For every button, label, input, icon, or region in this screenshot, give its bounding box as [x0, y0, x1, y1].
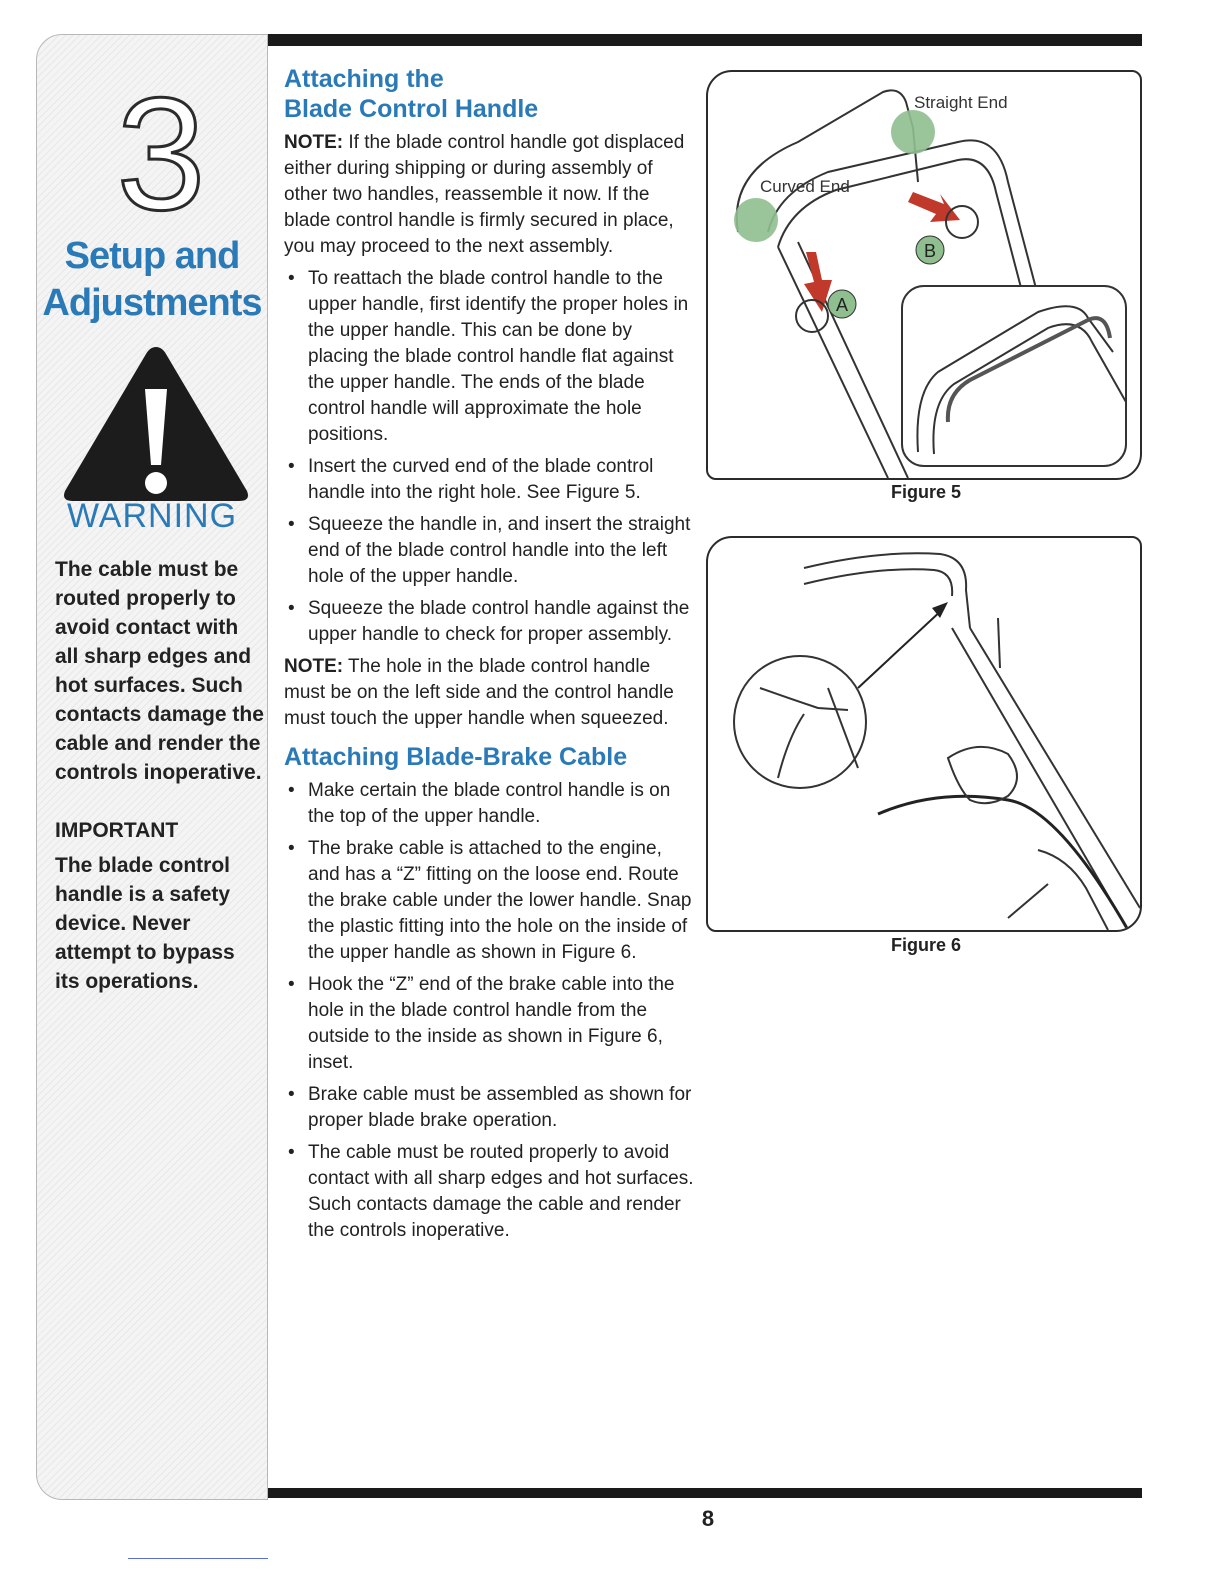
note-label: NOTE: — [284, 132, 344, 153]
warning-text: The cable must be routed properly to avoid contact with all sharp edges and hot surfaces. Such contacts damage the cable and render the controls inoperative. — [55, 558, 264, 784]
callout-a: A — [835, 295, 849, 315]
callout-b: B — [923, 241, 937, 261]
straight-end-highlight — [891, 110, 935, 154]
chapter-number: 3 — [116, 79, 206, 229]
sidebar — [36, 34, 268, 1500]
list-item: • Make certain the blade control handle is on the top of the upper handle. — [284, 778, 694, 830]
important-text: The blade control handle is a safety device. Never attempt to bypass its operations. — [55, 854, 235, 993]
note-text: The hole in the blade control handle must be on the left side and the control handle must touch the upper handle when squeezed. — [284, 656, 674, 729]
label-curved-end: Curved End — [760, 177, 850, 196]
main-content — [284, 64, 694, 1244]
list-item: • The cable must be routed properly to avoid contact with all sharp edges and hot surfaces. Such contacts damage the cable and render the controls inoperative. — [284, 1140, 694, 1244]
list-item: • To reattach the blade control handle to the upper handle, first identify the proper holes in the upper handle. This can be done by placing the blade control handle flat against the upper handle. The ends of the blade control handle will approximate the hole positions. — [284, 266, 694, 448]
list-item: • Squeeze the blade control handle against the upper handle to check for proper assembly. — [284, 596, 694, 648]
figure-5 — [706, 70, 1142, 480]
list-item: • Brake cable must be assembled as shown for proper blade brake operation. — [284, 1082, 694, 1134]
footer-link-line — [128, 1558, 268, 1559]
note-text: If the blade control handle got displaced either during shipping or during assembly of other two handles, reassemble it now. If the blade control handle is firmly secured in place, you may proceed to the next assembly. — [284, 132, 685, 257]
note-paragraph-2 — [284, 654, 694, 732]
label-straight-end: Straight End — [914, 93, 1008, 112]
list-item: • Squeeze the handle in, and insert the straight end of the blade control handle into the left hole of the upper handle. — [284, 512, 694, 590]
top-rule — [268, 34, 1142, 46]
note-paragraph — [284, 130, 694, 260]
section-title-line-1: Attaching the — [284, 65, 444, 93]
chapter-title — [37, 233, 267, 327]
figure-5-caption: Figure 5 — [890, 482, 961, 502]
warning-triangle-icon — [61, 341, 251, 505]
list-item: • The brake cable is attached to the engine, and has a “Z” fitting on the loose end. Route the brake cable under the lower handle. Snap the plastic fitting into the hole on the inside of the upper handle as shown in Figure 6. — [284, 836, 694, 966]
list-item: • Insert the curved end of the blade control handle into the right hole. See Figure 5. — [284, 454, 694, 506]
chapter-title-line-2: Adjustments — [42, 282, 262, 324]
curved-end-highlight — [734, 198, 778, 242]
note-label: NOTE: — [284, 656, 344, 677]
section-title-line-2: Blade Control Handle — [284, 95, 539, 123]
chapter-number-graphic — [101, 79, 221, 229]
figure-6-illustration — [708, 538, 1140, 930]
page-number — [0, 1506, 1224, 1532]
section-title-blade-brake-cable: Attaching Blade-Brake Cable — [284, 743, 628, 771]
chapter-title-line-1: Setup and — [64, 235, 240, 277]
figure-5-inset — [902, 286, 1126, 466]
figure-6-caption: Figure 6 — [890, 935, 961, 955]
section-title-blade-control-handle — [284, 64, 694, 124]
page-number-value: 8 — [701, 1506, 715, 1531]
figure-6 — [706, 536, 1142, 932]
list-item: • Hook the “Z” end of the brake cable into the hole in the blade control handle from the outside to the inside as shown in Figure 6, inset. — [284, 972, 694, 1076]
section1-bullet-list — [284, 266, 694, 648]
warning-title: WARNING — [66, 497, 238, 535]
figure-5-illustration — [708, 72, 1140, 478]
bottom-rule — [268, 1488, 1142, 1498]
important-title: IMPORTANT — [55, 819, 179, 842]
section2-bullet-list — [284, 778, 694, 1244]
